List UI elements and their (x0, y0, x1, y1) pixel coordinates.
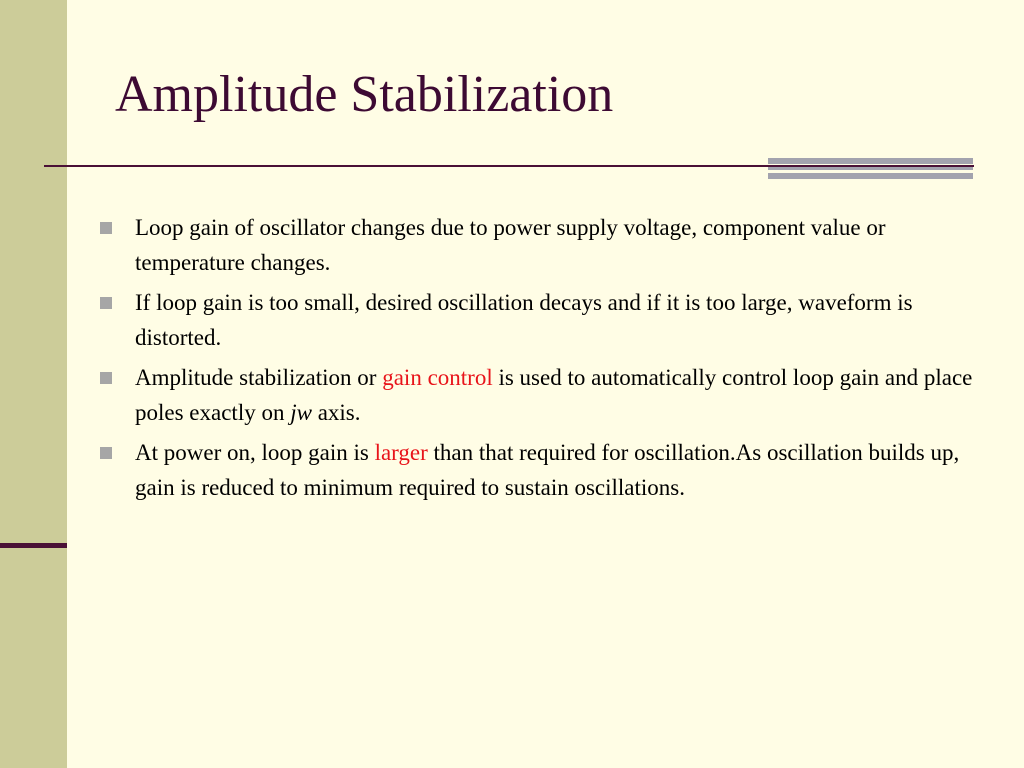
bullet-text: If loop gain is too small, desired oscillation decays and if it is too large, waveform is distorted. (135, 290, 913, 350)
square-bullet-icon (100, 372, 112, 384)
bullet-item (100, 435, 980, 505)
bullet-text-part: At power on, loop gain is (135, 440, 375, 465)
square-bullet-icon (100, 222, 112, 234)
highlighted-term: larger (374, 440, 428, 465)
left-decorative-band (0, 0, 67, 768)
bullet-list (100, 210, 980, 510)
slide-title: Amplitude Stabilization (115, 66, 614, 123)
bullet-item (100, 210, 980, 280)
title-accent-stripes (768, 158, 973, 179)
bullet-text-part: than that required for oscillation.As oscillation builds up, gain is reduced to minimum required to sustain oscillations. (135, 440, 960, 500)
italic-term: jw (290, 400, 312, 425)
left-band-accent-bar (0, 543, 67, 548)
bullet-text-part: is used to automatically control loop gain and place poles exactly on (135, 365, 973, 425)
highlighted-term: gain control (382, 365, 493, 390)
bullet-text-part: Amplitude stabilization or (135, 365, 383, 390)
accent-stripe (768, 167, 973, 170)
bullet-text-part: axis. (311, 400, 361, 425)
bullet-item (100, 285, 980, 355)
square-bullet-icon (100, 297, 112, 309)
accent-stripe (768, 158, 973, 164)
accent-stripe (768, 173, 973, 179)
square-bullet-icon (100, 447, 112, 459)
bullet-item (100, 360, 980, 430)
bullet-text: Loop gain of oscillator changes due to power supply voltage, component value or temperature changes. (135, 215, 886, 275)
